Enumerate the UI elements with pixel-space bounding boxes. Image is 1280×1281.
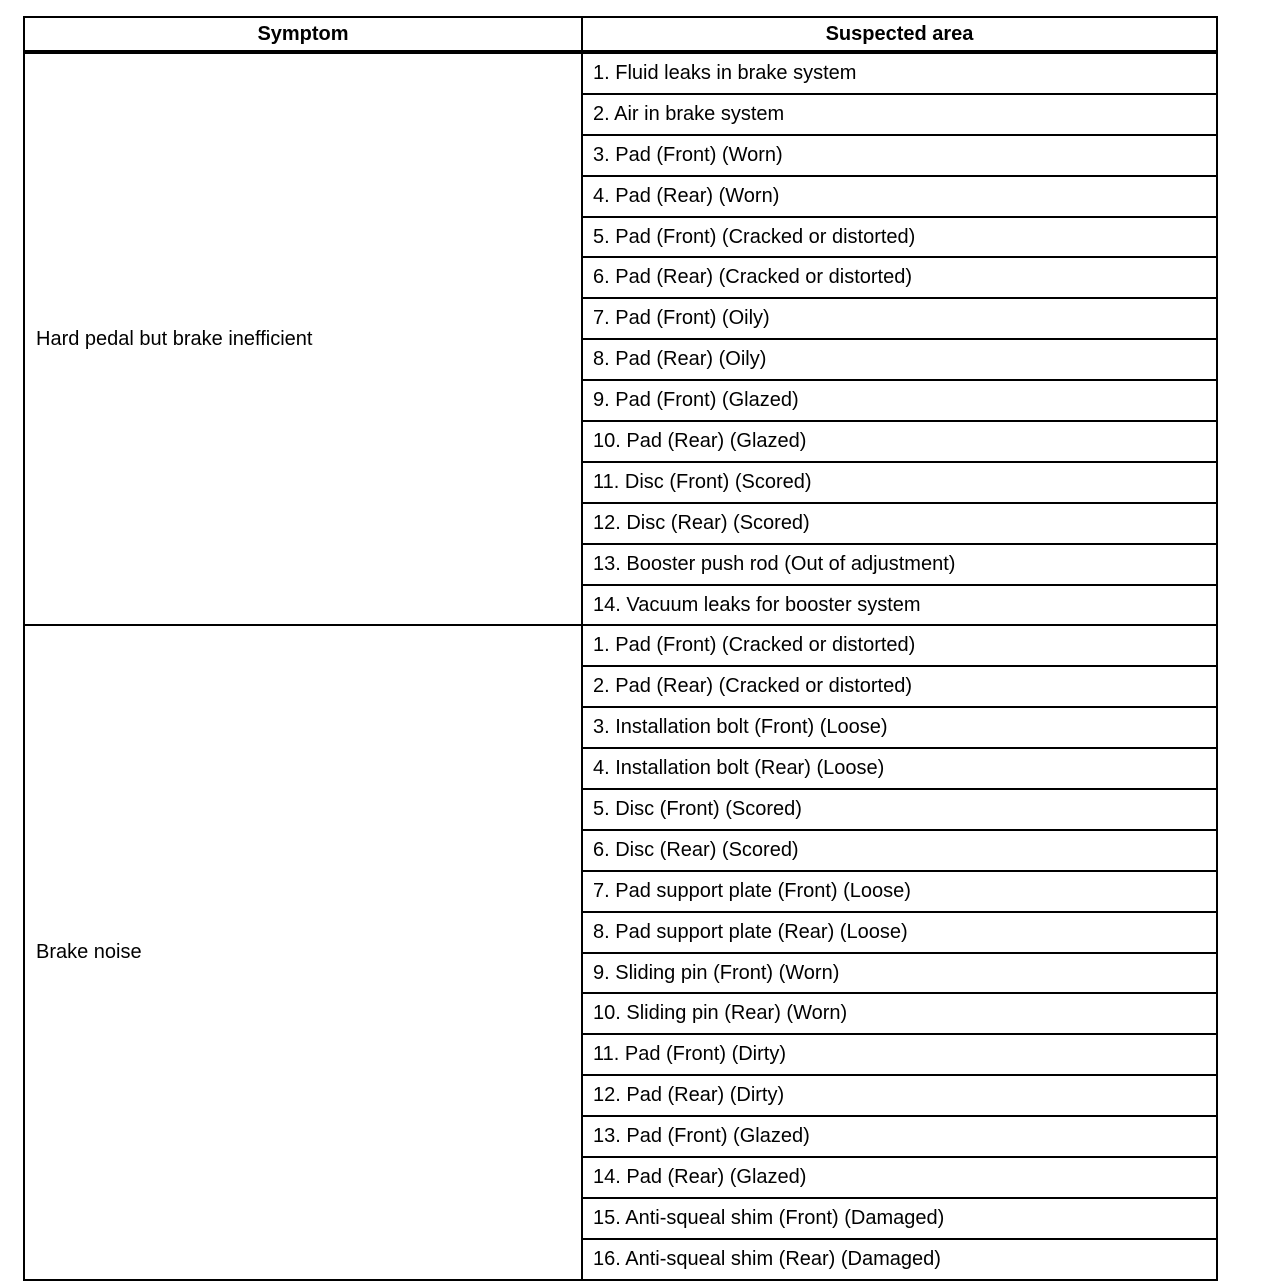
- suspected-area-cell: 2. Pad (Rear) (Cracked or distorted): [582, 666, 1217, 707]
- suspected-area-cell: 5. Pad (Front) (Cracked or distorted): [582, 217, 1217, 258]
- suspected-area-cell: 4. Pad (Rear) (Worn): [582, 176, 1217, 217]
- suspected-area-cell: 7. Pad (Front) (Oily): [582, 298, 1217, 339]
- symptom-cell: Hard pedal but brake inefficient: [24, 52, 582, 625]
- suspected-area-cell: 9. Pad (Front) (Glazed): [582, 380, 1217, 421]
- suspected-area-cell: 6. Pad (Rear) (Cracked or distorted): [582, 257, 1217, 298]
- suspected-area-cell: 11. Pad (Front) (Dirty): [582, 1034, 1217, 1075]
- suspected-area-cell: 10. Pad (Rear) (Glazed): [582, 421, 1217, 462]
- suspected-area-cell: 12. Disc (Rear) (Scored): [582, 503, 1217, 544]
- suspected-area-cell: 10. Sliding pin (Rear) (Worn): [582, 993, 1217, 1034]
- suspected-area-cell: 14. Pad (Rear) (Glazed): [582, 1157, 1217, 1198]
- suspected-area-cell: 12. Pad (Rear) (Dirty): [582, 1075, 1217, 1116]
- table-row: [24, 625, 1217, 666]
- suspected-area-cell: 8. Pad (Rear) (Oily): [582, 339, 1217, 380]
- header-suspected-area: Suspected area: [582, 17, 1217, 52]
- troubleshooting-table: [23, 16, 1218, 1281]
- suspected-area-cell: 9. Sliding pin (Front) (Worn): [582, 953, 1217, 994]
- table-body: [24, 52, 1217, 1280]
- suspected-area-cell: 4. Installation bolt (Rear) (Loose): [582, 748, 1217, 789]
- suspected-area-cell: 2. Air in brake system: [582, 94, 1217, 135]
- suspected-area-cell: 1. Pad (Front) (Cracked or distorted): [582, 625, 1217, 666]
- suspected-area-cell: 3. Pad (Front) (Worn): [582, 135, 1217, 176]
- table-header-row: [24, 17, 1217, 52]
- suspected-area-cell: 1. Fluid leaks in brake system: [582, 52, 1217, 94]
- header-symptom: Symptom: [24, 17, 582, 52]
- table-row: [24, 52, 1217, 94]
- suspected-area-cell: 7. Pad support plate (Front) (Loose): [582, 871, 1217, 912]
- suspected-area-cell: 5. Disc (Front) (Scored): [582, 789, 1217, 830]
- suspected-area-cell: 14. Vacuum leaks for booster system: [582, 585, 1217, 626]
- suspected-area-cell: 13. Booster push rod (Out of adjustment): [582, 544, 1217, 585]
- suspected-area-cell: 6. Disc (Rear) (Scored): [582, 830, 1217, 871]
- suspected-area-cell: 3. Installation bolt (Front) (Loose): [582, 707, 1217, 748]
- suspected-area-cell: 16. Anti-squeal shim (Rear) (Damaged): [582, 1239, 1217, 1280]
- suspected-area-cell: 8. Pad support plate (Rear) (Loose): [582, 912, 1217, 953]
- symptom-cell: Brake noise: [24, 625, 582, 1279]
- suspected-area-cell: 15. Anti-squeal shim (Front) (Damaged): [582, 1198, 1217, 1239]
- suspected-area-cell: 13. Pad (Front) (Glazed): [582, 1116, 1217, 1157]
- suspected-area-cell: 11. Disc (Front) (Scored): [582, 462, 1217, 503]
